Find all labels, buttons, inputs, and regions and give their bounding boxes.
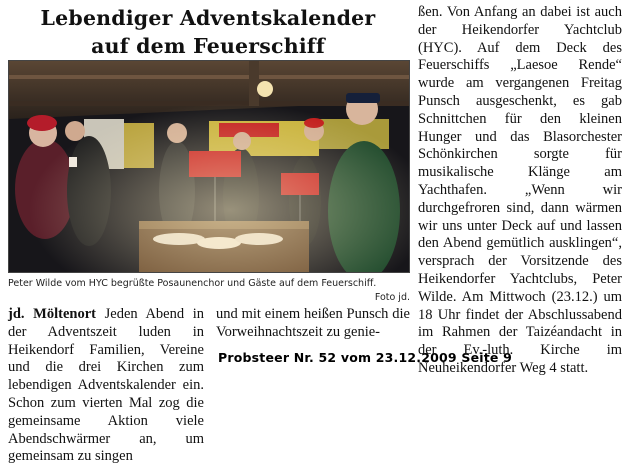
article-column-3 bbox=[418, 4, 622, 378]
article-photo bbox=[8, 60, 410, 273]
article-text-column-2: und mit einem heißen Punsch die Vorweihnachtszeit zu genie- bbox=[216, 306, 410, 340]
photo-credit: Foto jd. bbox=[374, 292, 410, 303]
article-text-column-1: Jeden Abend in der Adventszeit luden in Heikendorf Familien, Vereine und die drei Kirchen zum lebendigen Adventskalender ein. Schon zum vierten Mal zog die gemeinsame Aktion viele Abendschwärmer an, um gemeinsam zu singen bbox=[8, 306, 205, 465]
article-column-2 bbox=[216, 306, 410, 342]
dateline: jd. Möltenort bbox=[8, 306, 96, 322]
headline bbox=[8, 4, 408, 60]
headline-line-2: auf dem Feuerschiff bbox=[91, 34, 325, 58]
source-stamp: Probsteer Nr. 52 vom 23.12.2009 Seite 9 bbox=[218, 350, 513, 365]
article-text-column-3: ßen. Von Anfang an dabei ist auch der Heikendorfer Yachtclub (HYC). Auf dem Deck des Feuerschiffs „Laesoe Rende“ wurde am vergangenen Freitag Punsch ausgeschenkt, es gab Schnittchen für den kleinen Hunger und das Blasorchester Schönkirchen sorgte für musikalische Klänge am Yachthafen. „Wenn wir durchgefroren sind, dann wärmen wir uns unter Deck auf und lassen den Abend gemütlich ausklingen“, versprach der Vorsitzende des Heikendorfer Yachtclubs, Peter Wilde. Am Mittwoch (23.12.) um 18 Uhr findet der Abschlussabend im Rahmen der Taizéandacht in der Ev.-luth. Kirche im Neuheikendorfer Weg 4 statt. bbox=[418, 4, 622, 376]
headline-line-1: Lebendiger Adventskalender bbox=[40, 6, 376, 30]
photo-caption: Peter Wilde vom HYC begrüßte Posaunenchor und Gäste auf dem Feuerschiff. bbox=[8, 278, 377, 289]
photo-scene bbox=[9, 61, 410, 273]
article-column-1 bbox=[8, 306, 204, 466]
